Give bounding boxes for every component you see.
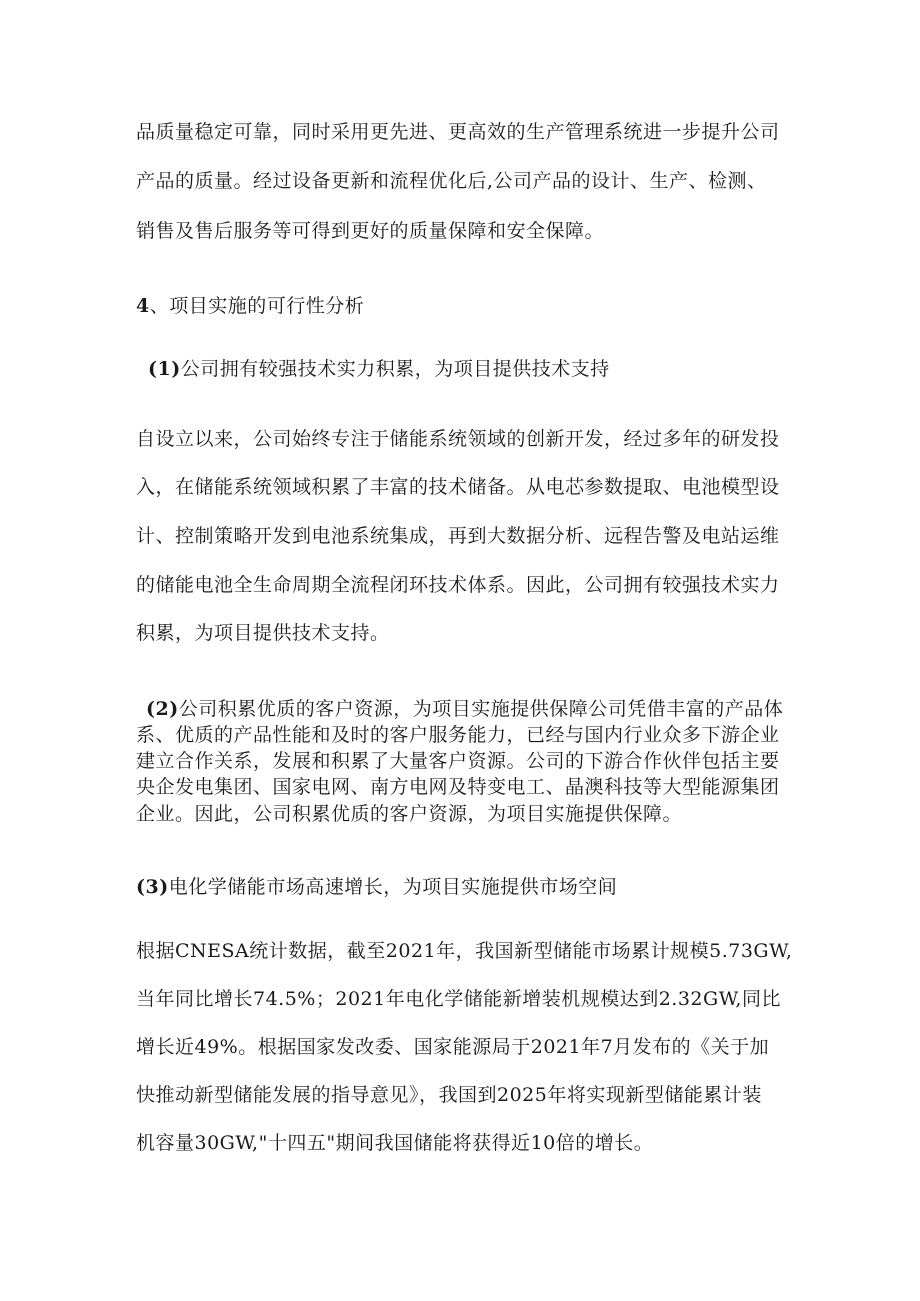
sub-3-heading: [136, 874, 617, 900]
sub-2-line-5: 企业。因此，公司积累优质的客户资源，为项目实施提供保障。: [136, 803, 683, 825]
sub-2-line-1: [146, 696, 783, 722]
intro-line-3: 销售及售后服务等可得到更好的质量保障和安全保障。: [136, 220, 605, 242]
sub-1-title: 公司拥有较强技术实力积累，为项目提供技术支持: [180, 358, 610, 380]
sub-1-number: (1): [148, 358, 181, 380]
section-4-number: 4: [136, 295, 150, 317]
sub-1-line-5: 积累，为项目提供技术支持。: [136, 622, 390, 644]
sub-1-line-3: 计、控制策略开发到电池系统集成，再到大数据分析、远程告警及电站运维: [136, 525, 780, 547]
sub-3-line-3: 增长近49%。根据国家发改委、国家能源局于2021年7月发布的《关于加: [136, 1036, 770, 1058]
sub-1-line-1: 自设立以来，公司始终专注于储能系统领域的创新开发，经过多年的研发投: [136, 428, 780, 450]
sub-3-line-5: 机容量30GW,"十四五"期间我国储能将获得近10倍的增长。: [136, 1132, 654, 1154]
sub-3-line-1: 根据CNESA统计数据，截至2021年，我国新型储能市场累计规模5.73GW,: [136, 940, 793, 962]
sub-1-heading: [148, 356, 610, 382]
intro-line-1: 品质量稳定可靠，同时采用更先进、更高效的生产管理系统进一步提升公司: [136, 121, 780, 143]
sub-2-first-line: 公司积累优质的客户资源，为项目实施提供保障公司凭借丰富的产品体: [178, 698, 784, 720]
sub-1-line-4: 的储能电池全生命周期全流程闭环技术体系。因此，公司拥有较强技术实力: [136, 574, 780, 596]
sub-3-number: (3): [136, 876, 169, 898]
sub-2-line-4: 央企发电集团、国家电网、南方电网及特变电工、晶澳科技等大型能源集团: [136, 776, 780, 798]
section-4-heading: [136, 293, 364, 319]
sub-2-number: (2): [146, 698, 179, 720]
sub-2-line-3: 建立合作关系，发展和积累了大量客户资源。公司的下游合作伙伴包括主要: [136, 750, 780, 772]
intro-line-2: 产品的质量。经过设备更新和流程优化后,公司产品的设计、生产、检测、: [136, 170, 767, 192]
sub-3-title: 电化学储能市场高速增长，为项目实施提供市场空间: [168, 876, 618, 898]
sub-3-line-2: 当年同比增长74.5%；2021年电化学储能新增装机规模达到2.32GW,同比: [136, 988, 781, 1010]
sub-3-line-4: 快推动新型储能发展的指导意见》，我国到2025年将实现新型储能累计装: [136, 1084, 762, 1106]
section-4-title: 、项目实施的可行性分析: [149, 295, 365, 317]
sub-2-line-2: 系、优质的产品性能和及时的客户服务能力，已经与国内行业众多下游企业: [136, 724, 780, 746]
sub-1-line-2: 入，在储能系统领域积累了丰富的技术储备。从电芯参数提取、电池模型设: [136, 476, 780, 498]
